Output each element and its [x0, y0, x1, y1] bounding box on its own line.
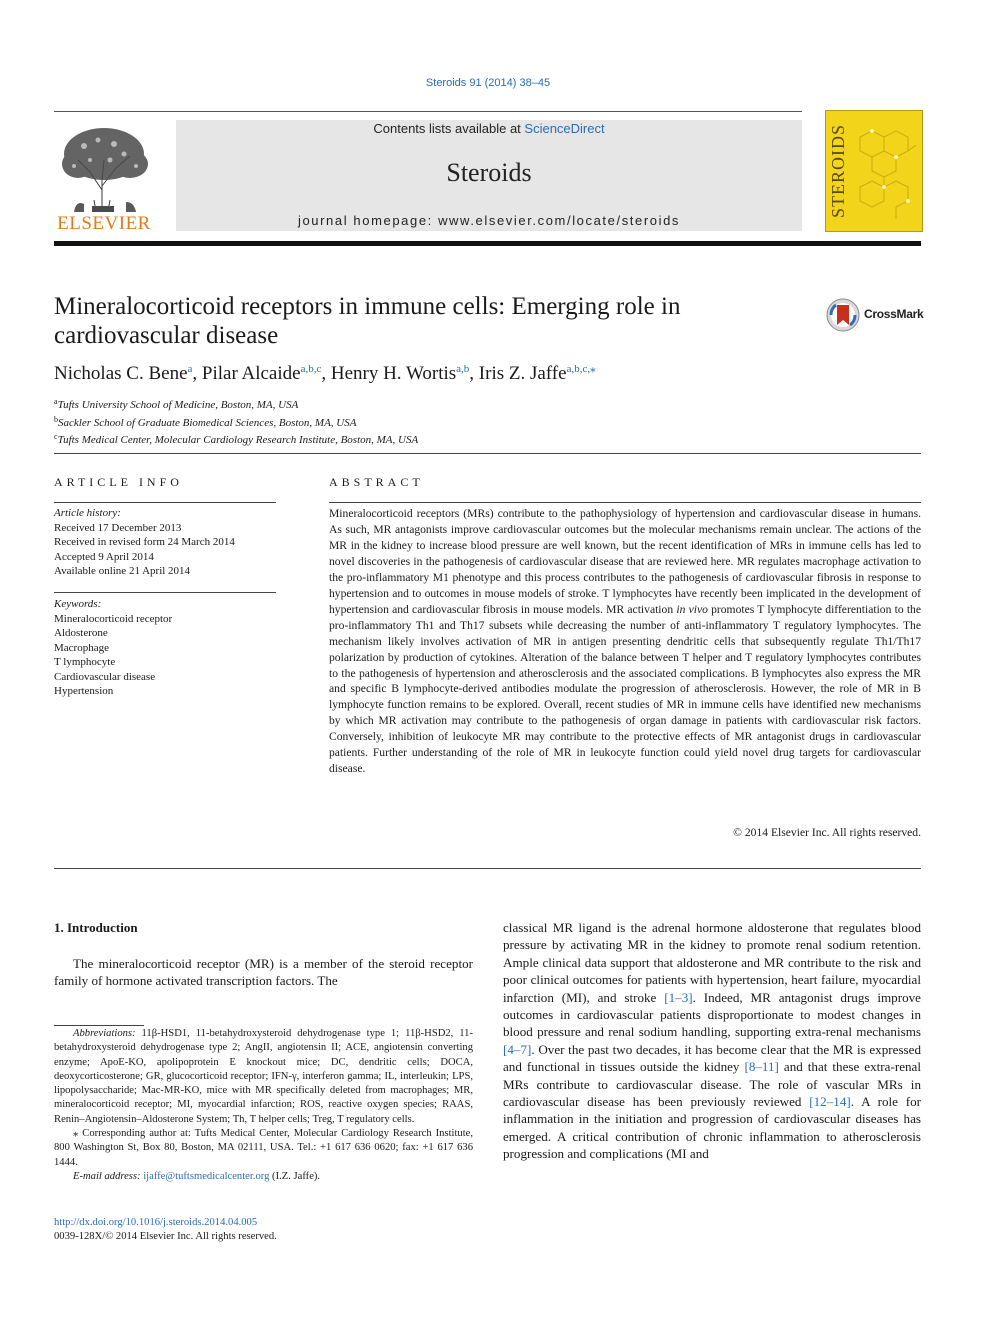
article-info-rule — [54, 502, 276, 503]
reference-link[interactable]: [12–14] — [809, 1094, 851, 1110]
body-text: . Indeed, MR antagonist drugs improve outcomes in cardiovascular patients disproportionate to modest changes in blood pressure and renal sodium handling, supporting extra-renal mechanisms — [503, 989, 921, 1040]
body-text: . A role for inflammation in the initiation and progression of cardiovascular diseases has emerged. A critical contribution of chronic inflammation to atherosclerosis progression and complications (MI and — [503, 1094, 921, 1162]
abbreviations-footnote — [54, 1027, 473, 1127]
abstract-italic: in vivo — [676, 602, 708, 616]
affiliation-mark: b — [54, 414, 58, 424]
section-heading: 1. Introduction — [54, 920, 138, 935]
keyword-item: T lymphocyte — [54, 656, 116, 668]
author-name: Pilar Alcaide — [201, 363, 301, 384]
reference-link[interactable]: [1–3] — [664, 989, 693, 1005]
contents-line — [176, 121, 802, 136]
reference-link[interactable]: [4–7] — [503, 1041, 532, 1057]
affiliation-list — [54, 395, 654, 448]
cover-molecule-graphic — [850, 117, 920, 227]
author-name: Iris Z. Jaffe — [478, 363, 567, 384]
abstract-heading: ABSTRACT — [329, 475, 424, 489]
author-name: Nicholas C. Bene — [54, 363, 188, 384]
cover-title: STEROIDS — [828, 124, 848, 219]
abstract-part: promotes T lymphocyte differentiation to the pro-inflammatory Th1 and Th17 subsets while decreasing the number of anti-inflammatory T regulatory lymphocytes. The mechanism likely involves activation of MR in antigen presenting dendritic cells that subsequently regulate Th1/Th17 polarization by production of cytokines. Alteration of the balance between T helper and T regulatory lymphocytes contributes to the pathogenesis of hypertension and atherosclerosis and the associated complications. B lymphocytes also express the MR and specific B lymphocyte-derived antibodies modulate the progression of atherosclerosis. However, the role of MR in B lymphocyte function remains to be explored. Overall, recent studies of MR in immune cells have identified new mechanisms by which MR activation may contribute to the pathogenesis of organ damage in patients with cardiovascular risk factors. Conversely, inhibition of leukocyte MR may contribute to the protective effects of MR antagonist drugs in cardiovascular patients. Further understanding of the role of MR in leukocyte function could yield novel drug targets for cardiovascular disease. — [329, 602, 921, 776]
email-suffix: (I.Z. Jaffe). — [269, 1170, 321, 1182]
abstract-end-rule — [54, 868, 921, 869]
footnote-rule — [54, 1025, 144, 1026]
affiliation-item — [54, 413, 654, 431]
corresponding-author-footnote: ⁎ Corresponding author at: Tufts Medical Center, Molecular Cardiology Research Institute, 800 Washington St, Box 80, Boston, MA 02111, USA. Tel.: +1 617 636 0620; fax: +1 617 636 1444. — [54, 1128, 473, 1168]
header-rule — [54, 111, 802, 112]
keywords-rule — [54, 592, 276, 593]
email-label: E-mail address: — [73, 1170, 141, 1182]
journal-masthead — [176, 120, 802, 231]
author-name: Henry H. Wortis — [330, 363, 457, 384]
abbreviations-label: Abbreviations: — [73, 1028, 136, 1039]
keywords-list — [54, 597, 276, 699]
body-text: and that these extra-renal MRs contribute to cardiovascular disease. The role of vascular MRs in cardiovascular disease has been previously reviewed — [503, 1059, 921, 1110]
keyword-item: Macrophage — [54, 641, 109, 654]
history-item: Available online 21 April 2014 — [54, 565, 191, 577]
crossmark-badge[interactable] — [826, 297, 926, 335]
history-item: Received in revised form 24 March 2014 — [54, 536, 235, 548]
affiliation-item — [54, 430, 654, 448]
affiliation-item — [54, 395, 654, 413]
journal-cover — [825, 110, 923, 232]
elsevier-wordmark: ELSEVIER — [57, 213, 151, 234]
keywords-label: Keywords: — [54, 598, 102, 610]
keyword-item: Aldosterone — [54, 627, 108, 639]
sciencedirect-link[interactable]: ScienceDirect — [524, 121, 605, 136]
article-title: Mineralocorticoid receptors in immune cells: Emerging role in cardiovascular disease — [54, 293, 681, 349]
affiliation-text: Tufts University School of Medicine, Boston, MA, USA — [57, 399, 299, 411]
affiliation-text: Sackler School of Graduate Biomedical Sciences, Boston, MA, USA — [58, 416, 357, 429]
journal-title: Steroids — [446, 158, 532, 187]
affiliation-mark: a — [54, 397, 58, 406]
email-link[interactable]: ijaffe@tuftsmedicalcenter.org — [143, 1170, 270, 1182]
history-item: Accepted 9 April 2014 — [54, 550, 154, 563]
abstract-copyright: © 2014 Elsevier Inc. All rights reserved. — [733, 826, 921, 839]
abstract-rule — [329, 502, 921, 503]
keyword-item: Cardiovascular disease — [54, 670, 156, 683]
keyword-item: Mineralocorticoid receptor — [54, 612, 173, 625]
abstract-part: Mineralocorticoid receptors (MRs) contribute to the pathophysiology of hypertension and cardiovascular disease in humans. As such, MR antagonists improve cardiovascular outcomes but the molecular mechanisms remain unclear. The actions of the MR in the kidney to increase blood pressure are well known, but the recent identification of MRs in immune cells has led to novel discoveries in the pathogenesis of cardiovascular disease that are reviewed here. MR regulates macrophage activation to the pro-inflammatory M1 phenotype and this process contributes to the pathogenesis of cardiovascular fibrosis in response to hypertension and to outcomes in mouse models of stroke. T lymphocytes have recently been implicated in the development of hypertension and cardiovascular fibrosis in mouse models. MR activation — [329, 507, 921, 616]
abstract-text — [329, 506, 921, 777]
author-affil-mark[interactable]: a,b,c — [300, 363, 322, 375]
intro-continued-paragraph — [503, 919, 921, 1163]
history-item: Received 17 December 2013 — [54, 521, 182, 534]
email-footnote — [54, 1170, 473, 1184]
issn-line: 0039-128X/© 2014 Elsevier Inc. All rights reserved. — [54, 1231, 277, 1243]
doi-link[interactable]: http://dx.doi.org/10.1016/j.steroids.2014.04.005 — [54, 1217, 258, 1228]
keyword-item: Hypertension — [54, 685, 114, 697]
author-affil-mark[interactable]: a,b,c,⁎ — [566, 363, 596, 375]
author-affil-mark[interactable]: a — [187, 363, 193, 375]
affiliation-text: Tufts Medical Center, Molecular Cardiology Research Institute, Boston, MA, USA — [57, 434, 419, 446]
masthead-thick-rule — [54, 241, 921, 246]
crossmark-label: CrossMark — [864, 307, 924, 321]
article-info-heading: ARTICLE INFO — [54, 475, 183, 489]
title-block-rule — [54, 453, 921, 454]
journal-citation-link[interactable]: Steroids 91 (2014) 38–45 — [425, 77, 551, 89]
author-list: Nicholas C. Bene$^a$, Pilar Alcaide$^{a,b,c}$, Henry H. Wortis$^{a,b}$, Iris Z. Jaffe$^{a,b,c,⁎}$ — [54, 363, 596, 384]
article-history — [54, 506, 276, 579]
footnotes — [54, 1027, 473, 1184]
history-label: Article history: — [54, 507, 121, 519]
abbreviations-text: 11β-HSD1, 11-betahydroxysteroid dehydrogenase type 1; 11β-HSD2, 11-betahydroxysteroid dehydrogenase type 2; AngII, angiotensin II; ACE, angiotensin converting enzyme; ApoE-KO, apolipoprotein E knockout mice; DC, dendritic cells; DOCA, deoxycorticosterone; GR, glucocorticoid receptor; IFN-γ, interferon gamma; IL, interleukin; LPS, lipopolysaccharide; Mac-MR-KO, mice with MR specifically deleted from macrophages; MR, mineralocorticoid receptor; MI, myocardial infarction; ROS, reactive oxygen species; RAAS, Renin–Angiotensin–Aldosterone System; Th, T helper cells; Treg, T regulatory cells. — [54, 1028, 473, 1125]
crossmark-icon — [826, 297, 860, 333]
author-affil-mark[interactable]: a,b — [456, 363, 470, 375]
intro-paragraph: The mineralocorticoid receptor (MR) is a member of the steroid receptor family of hormone activated transcription factors. The — [54, 956, 473, 989]
body-text: classical MR ligand is the adrenal hormone aldosterone that regulates blood pressure by activating MR in the kidney to promote renal sodium retention. Ample clinical data support that aldosterone and MR contribute to the risk and poor clinical outcomes for patients with hypertension, heart failure, myocardial infarction (MI), and stroke — [503, 920, 921, 1005]
body-text: . Over the past two decades, it has become clear that the MR is expressed and functional in tissues outside the kidney — [503, 1041, 921, 1075]
reference-link[interactable]: [8–11] — [744, 1059, 779, 1075]
contents-prefix: Contents lists available at — [373, 121, 525, 136]
journal-homepage[interactable]: journal homepage: www.elsevier.com/locate/steroids — [297, 213, 681, 228]
doi-block — [54, 1216, 474, 1245]
affiliation-mark: c — [54, 432, 58, 441]
